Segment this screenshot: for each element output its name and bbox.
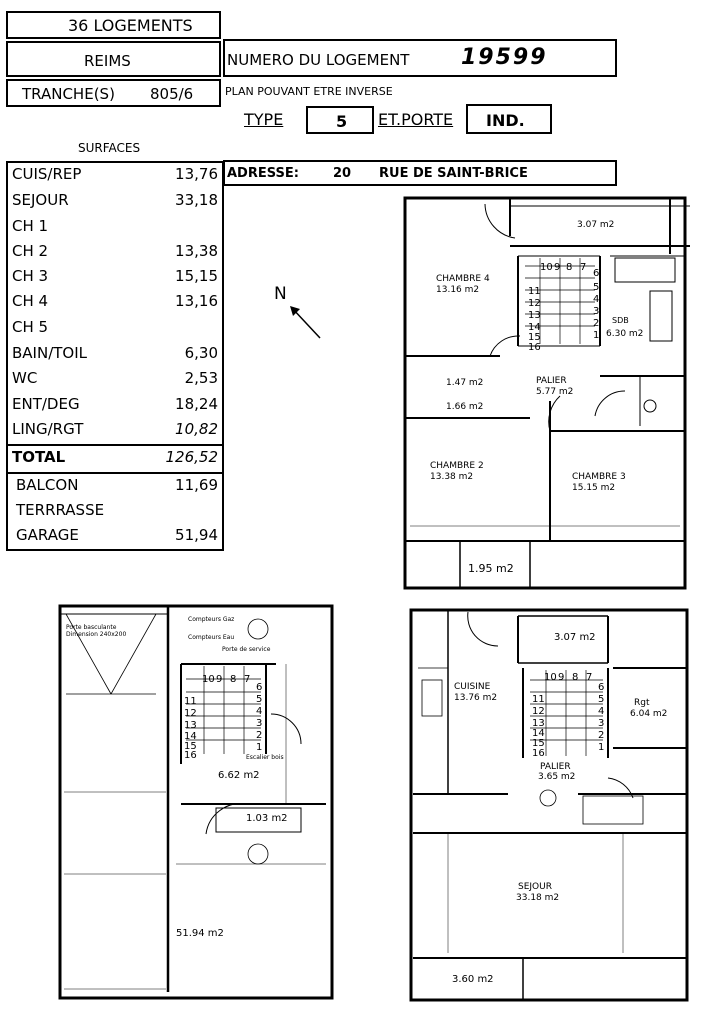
stair-number: 5 xyxy=(256,694,263,705)
room-name: Rgt xyxy=(634,698,650,708)
area-label: 1.47 m2 xyxy=(446,378,484,388)
room-area: 3.65 m2 xyxy=(538,772,576,782)
etporte-box xyxy=(466,104,552,134)
stair-number: 2 xyxy=(598,730,605,741)
room-name: CHAMBRE 3 xyxy=(572,472,626,482)
row-label: CH 5 xyxy=(12,318,49,336)
area-label: 1.03 m2 xyxy=(246,813,288,824)
room-name: PALIER xyxy=(540,762,571,772)
address-box xyxy=(223,160,617,186)
row-value: 51,94 xyxy=(175,526,218,544)
stair-number: 4 xyxy=(256,706,263,717)
area-label: 3.60 m2 xyxy=(452,974,494,985)
stair-number: 13 xyxy=(532,718,545,729)
stair-number: 8 xyxy=(572,672,579,683)
stair-number: 12 xyxy=(528,298,541,309)
row-label: SEJOUR xyxy=(12,191,69,209)
surface-row xyxy=(12,292,218,316)
row-value: 13,76 xyxy=(175,165,218,183)
room-area: 6.30 m2 xyxy=(606,329,644,339)
stair-number: 12 xyxy=(184,708,197,719)
area-label: 1.95 m2 xyxy=(468,562,514,575)
surface-row xyxy=(12,526,218,550)
stair-number: 5 xyxy=(598,694,605,705)
garage-note: Porte basculante Dimension 240x200 xyxy=(66,624,127,638)
stair-number: 8 xyxy=(566,262,573,273)
etporte-value: IND. xyxy=(486,111,525,130)
stair-number: 10 xyxy=(540,262,553,273)
area-label: 3.07 m2 xyxy=(554,632,596,643)
surface-row xyxy=(12,501,218,525)
upper-floor-plan xyxy=(400,196,690,592)
surface-row xyxy=(12,242,218,266)
city-box xyxy=(6,41,221,77)
garage-note: Compteurs Eau xyxy=(188,634,235,641)
stair-number: 13 xyxy=(528,310,541,321)
garage-note: Escalier bois xyxy=(246,754,284,761)
tranche-box xyxy=(6,79,221,107)
row-label: CH 1 xyxy=(12,217,49,235)
stair-number: 3 xyxy=(256,718,263,729)
room-name: SEJOUR xyxy=(518,882,552,892)
row-value: 11,69 xyxy=(175,476,218,494)
row-value: 10,82 xyxy=(175,420,218,438)
garage-walls xyxy=(56,604,336,1002)
surface-row xyxy=(12,476,218,500)
room-area: 5.77 m2 xyxy=(536,387,574,397)
stair-number: 2 xyxy=(593,318,600,329)
row-label: TERRRASSE xyxy=(16,501,105,519)
room-name: CUISINE xyxy=(454,682,491,692)
stair-number: 1 xyxy=(593,330,600,341)
stair-number: 15 xyxy=(184,741,197,752)
surface-row xyxy=(12,395,218,419)
stair-number: 5 xyxy=(593,282,600,293)
logements-count: 36 LOGEMENTS xyxy=(68,16,193,35)
room-name: PALIER xyxy=(536,376,567,386)
stair-number: 15 xyxy=(528,332,541,343)
tranche-value: 805/6 xyxy=(150,85,194,103)
stair-number: 10 xyxy=(202,674,215,685)
stair-number: 2 xyxy=(256,730,263,741)
stair-number: 11 xyxy=(532,694,545,705)
total-label: TOTAL xyxy=(12,448,66,466)
address-number: 20 xyxy=(333,166,352,181)
total-row xyxy=(12,448,218,472)
total-value: 126,52 xyxy=(165,448,218,466)
stair-number: 1 xyxy=(598,742,605,753)
garage-note: Porte de service xyxy=(222,646,271,653)
stair-number: 6 xyxy=(598,682,605,693)
stair-number: 8 xyxy=(230,674,237,685)
stair-number: 9 xyxy=(216,674,223,685)
stair-number: 7 xyxy=(586,672,593,683)
surface-row xyxy=(12,165,218,189)
stair-number: 4 xyxy=(598,706,605,717)
surfaces-title: SURFACES xyxy=(78,141,141,155)
ground-floor-plan xyxy=(408,608,690,1004)
tranche-label: TRANCHE(S) xyxy=(22,85,115,103)
area-label: 3.07 m2 xyxy=(577,220,615,230)
row-value: 13,38 xyxy=(175,242,218,260)
stair-number: 14 xyxy=(184,731,197,742)
row-value: 13,16 xyxy=(175,292,218,310)
row-value: 2,53 xyxy=(184,369,218,387)
total-separator-bottom xyxy=(8,472,222,474)
total-separator-top xyxy=(8,444,222,446)
stair-number: 14 xyxy=(528,322,541,333)
room-name: SDB xyxy=(612,316,629,325)
address-street: RUE DE SAINT-BRICE xyxy=(379,166,528,181)
stair-number: 3 xyxy=(598,718,605,729)
room-area: 15.15 m2 xyxy=(572,483,616,493)
stair-number: 11 xyxy=(528,286,541,297)
room-area: 6.04 m2 xyxy=(630,709,668,719)
plan-note: PLAN POUVANT ETRE INVERSE xyxy=(225,85,393,98)
stair-number: 6 xyxy=(256,682,263,693)
row-label: BAIN/TOIL xyxy=(12,344,87,362)
type-value: 5 xyxy=(336,112,348,131)
garage-plan xyxy=(56,604,336,1002)
stair-number: 16 xyxy=(184,750,197,761)
stair-number: 4 xyxy=(593,294,600,305)
row-label: CH 2 xyxy=(12,242,49,260)
row-label: WC xyxy=(12,369,38,387)
row-value: 15,15 xyxy=(175,267,218,285)
stair-number: 1 xyxy=(256,742,263,753)
area-label: 6.62 m2 xyxy=(218,770,260,781)
room-name: CHAMBRE 2 xyxy=(430,461,484,471)
surface-row xyxy=(12,420,218,444)
row-label: GARAGE xyxy=(16,526,79,544)
garage-note: Compteurs Gaz xyxy=(188,616,235,623)
ground-floor-walls xyxy=(408,608,690,1004)
row-label: CUIS/REP xyxy=(12,165,82,183)
area-label: 51.94 m2 xyxy=(176,928,224,939)
stair-number: 14 xyxy=(532,728,545,739)
room-area: 13.38 m2 xyxy=(430,472,474,482)
surface-row xyxy=(12,318,218,342)
stair-number: 16 xyxy=(532,748,545,759)
surface-row xyxy=(12,267,218,291)
address-label: ADRESSE: xyxy=(227,166,299,181)
surfaces-table xyxy=(6,161,224,551)
row-value: 33,18 xyxy=(175,191,218,209)
row-label: LING/RGT xyxy=(12,420,84,438)
room-area: 13.76 m2 xyxy=(454,693,498,703)
row-value: 6,30 xyxy=(184,344,218,362)
type-label: TYPE xyxy=(244,110,284,129)
row-label: CH 3 xyxy=(12,267,49,285)
stair-number: 11 xyxy=(184,696,197,707)
stair-number: 15 xyxy=(532,738,545,749)
row-value: 18,24 xyxy=(175,395,218,413)
surface-row xyxy=(12,191,218,215)
stair-number: 10 xyxy=(544,672,557,683)
stair-number: 9 xyxy=(558,672,565,683)
room-name: CHAMBRE 4 xyxy=(436,274,490,284)
numero-value: 19599 xyxy=(461,45,548,70)
compass-arrow-icon xyxy=(284,300,328,344)
logements-box xyxy=(6,11,221,39)
surface-row xyxy=(12,217,218,241)
stair-number: 6 xyxy=(593,268,600,279)
stair-number: 13 xyxy=(184,720,197,731)
surface-row xyxy=(12,344,218,368)
stair-number: 7 xyxy=(244,674,251,685)
row-label: BALCON xyxy=(16,476,79,494)
numero-box xyxy=(223,39,617,77)
stair-number: 9 xyxy=(554,262,561,273)
surface-row xyxy=(12,369,218,393)
row-label: CH 4 xyxy=(12,292,49,310)
numero-label: NUMERO DU LOGEMENT xyxy=(227,51,410,69)
type-box xyxy=(306,106,374,134)
stair-number: 16 xyxy=(528,342,541,353)
etporte-label: ET.PORTE xyxy=(378,110,454,129)
stair-number: 3 xyxy=(593,306,600,317)
city-name: REIMS xyxy=(84,52,131,70)
stair-number: 12 xyxy=(532,706,545,717)
row-label: ENT/DEG xyxy=(12,395,80,413)
room-area: 33.18 m2 xyxy=(516,893,560,903)
stair-number: 7 xyxy=(580,262,587,273)
area-label: 1.66 m2 xyxy=(446,402,484,412)
compass-label: N xyxy=(274,284,287,304)
room-area: 13.16 m2 xyxy=(436,285,480,295)
